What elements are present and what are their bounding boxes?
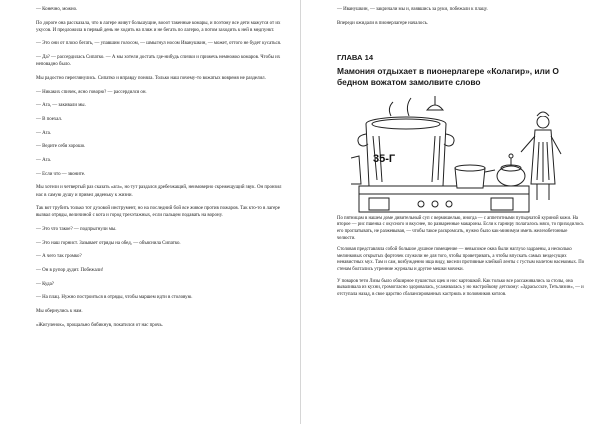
left-page-text bbox=[36, 6, 286, 329]
paragraph: У поваров тети Лизы было обширное пушистых щек и нос картошкой. Как только все рассаживались за столы, она вываливала из кухни, громогласно здоровалась, усаживалась у но настройкову детскому: «Здрасьссьте, Тетьлизин», — и отступала назад, в свое царство сбалансированных кастрюль и половников котлов. bbox=[337, 278, 584, 297]
right-page-body-text bbox=[337, 216, 590, 299]
paragraph: — Да? — рассердилась Сипатко. — А мы хотели достать где-нибудь спички и прижечь немножко комаров. Чтобы их неповадно было. bbox=[36, 55, 281, 68]
paragraph: — Ведите себя хорошо. bbox=[36, 144, 86, 150]
paragraph: — Никаких спичек, ясно говорю? — рассердился он. bbox=[36, 89, 147, 95]
paragraph: — Ага, — закивали мы. bbox=[36, 103, 86, 109]
paragraph: По дороге она рассказала, что в лагере живут большущие, вооот такенные комары, и поэтому все дети мажутся от их укусов. И предложила в первый день не ходить на пляж и не бегать по лагерю, а потом заходить к ней в медпункт. bbox=[36, 20, 281, 33]
paragraph: — Куда? bbox=[36, 281, 54, 287]
paragraph: — Это наш горнист. Зазывает отряды на обед, — объяснила Сипатко. bbox=[36, 240, 181, 246]
paragraph: — В поехал. bbox=[36, 117, 63, 122]
paragraph: Мы хотели и четвертый раз сказать «ага», но тут раздался дребезжащий, неимоверно скрежещущий звук. Он пронзил нас в самую душу и привел дяденьку к жизни. bbox=[36, 185, 282, 198]
paragraph: — Конечно, можно. bbox=[36, 7, 78, 12]
paragraph: — На плац. Нужно построиться в отряды, чтобы маршем идти в столовую. bbox=[36, 295, 193, 301]
paragraph: Столовая представляла собой большое душное помещение — невысокое окна были наглухо задраены, а несколько мелинковых открытых форточек служили не для того, чтобы проветривать, а чтобы впускать самых вездесущих ненавистных мух. Там и сам, возбужденно ища виду, висели противные клейкой ленты с густым налетом насекомых. По стенам болтались утренние журналы и другие мешки мочеки. bbox=[337, 247, 585, 272]
chapter-title: Мамония отдыхает в пионерлагере «Колагир», или О бедном вожатом замолвите слово bbox=[337, 65, 559, 87]
paragraph: — Ага. bbox=[36, 130, 52, 136]
paragraph: — Это что такое? — подпрыгнули мы. bbox=[36, 227, 117, 232]
paragraph: — А чего так громко? bbox=[36, 254, 82, 260]
paragraph: — Если что — звоните. bbox=[36, 171, 86, 177]
paragraph: — Ага. bbox=[36, 158, 52, 164]
right-page-top-text bbox=[337, 6, 590, 27]
paragraph: — Это они от плохо бегать, — упавшим голосом, — шмыгнул носом Иванушкин, — может, оттого не будет кусаться. bbox=[36, 41, 282, 47]
paragraph: — Иванушкин, — закричали мы и, взявшись за руки, побежали к плацу. bbox=[337, 7, 488, 12]
chapter-label: ГЛАВА 14 bbox=[337, 52, 374, 62]
chapter-illustration bbox=[351, 96, 565, 216]
paragraph: — Он в рупор дудит. Побежали! bbox=[36, 268, 104, 274]
right-page bbox=[300, 0, 600, 424]
pot-label: 35-Г bbox=[373, 152, 396, 165]
paragraph: Мы радостно переглянулись. Сипатко и вправду поняла. Только наш почему-то вожатых вовремя не разделил. bbox=[36, 75, 266, 81]
paragraph: Мы обернулись к нам. bbox=[36, 309, 83, 315]
kitchen-illustration-drawing bbox=[351, 96, 565, 216]
paragraph: Так вот трубить только тот духовой инструмент, но на последний бой все живое против пожаров. Так кто-то в лагере вызвал отряды, величиной с кота и город трехэтажных, если пальцем подавать на ворону. bbox=[36, 206, 280, 219]
paragraph: «Жигуленок», прощально бибикнув, покатился от нас прочь. bbox=[36, 322, 163, 328]
paragraph: По пятницам в нашем доме дивительный суп с вермишелью, иногда — с аппетитными пупырчатой куриной кожи. На второе — рис пшенка с окусного и вкуснее, по разваренные макароны. Если к гарниру полагалось мясо, то приходилось его проглатывать, не разжевывая, — чтобы такое раскромсать, нужно было как-минимум иметь железобетонные челюсти. bbox=[337, 215, 584, 241]
paragraph: Впереди ожидали в пионерлагере началось. bbox=[337, 20, 429, 26]
